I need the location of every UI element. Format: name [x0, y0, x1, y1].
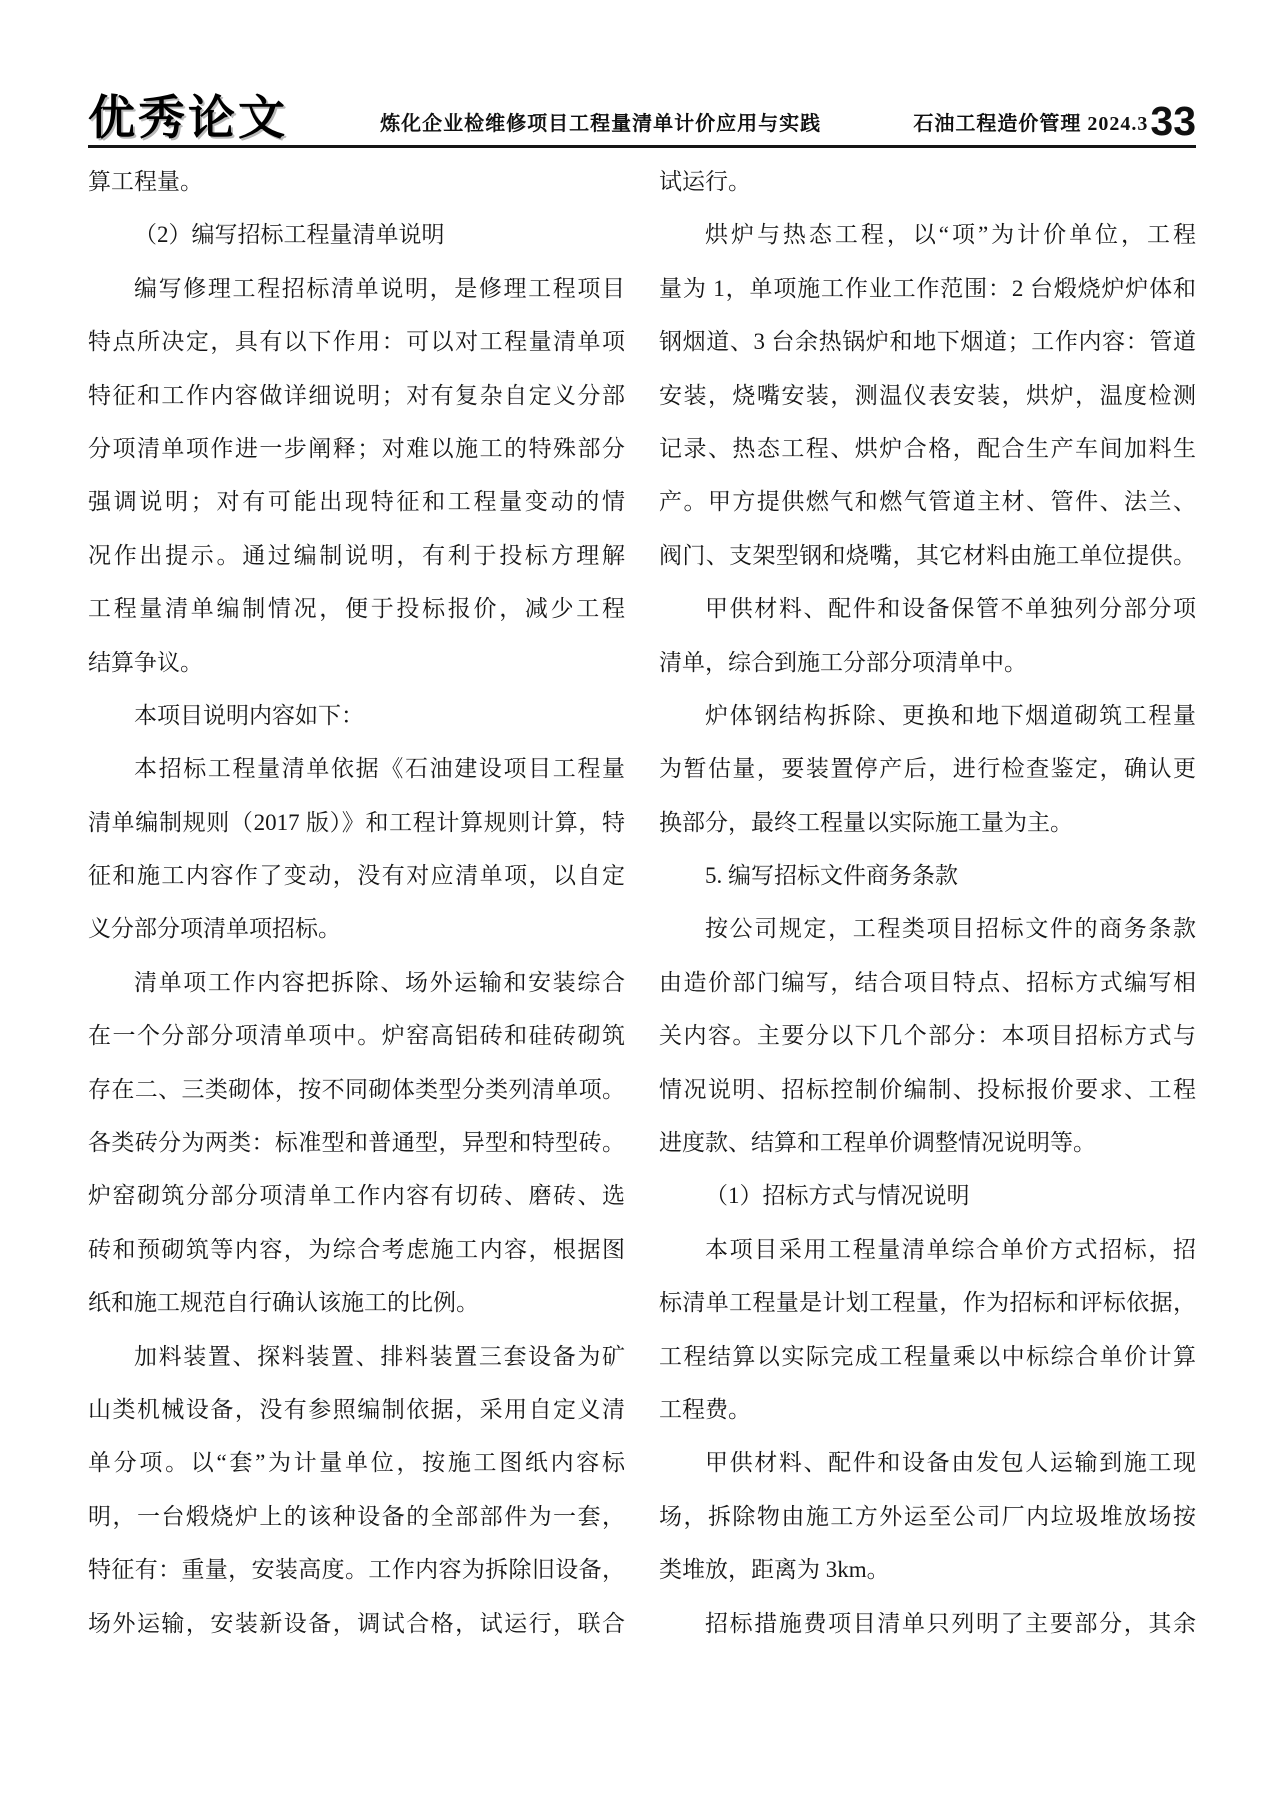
text-line: 强调说明；对有可能出现特征和工程量变动的情 [88, 489, 625, 515]
page-header [88, 93, 1196, 148]
text-line: 记录、热态工程、烘炉合格，配合生产车间加料生 [659, 435, 1196, 461]
right-column [659, 155, 1196, 1650]
text-line: 进度款、结算和工程单价调整情况说明等。 [659, 1130, 1096, 1156]
text-line: 加料装置、探料装置、排料装置三套设备为矿 [134, 1343, 625, 1369]
text-line: 炉窑砌筑分部分项清单工作内容有切砖、磨砖、选 [88, 1183, 625, 1209]
text-line: 按公司规定，工程类项目招标文件的商务条款 [705, 916, 1196, 942]
text-line: 征和施工内容作了变动，没有对应清单项，以自定 [88, 863, 625, 889]
text-line: 分项清单项作进一步阐释；对难以施工的特殊部分 [88, 435, 625, 461]
text-line: 在一个分部分项清单项中。炉窑高铝砖和硅砖砌筑 [88, 1023, 625, 1049]
text-line: 纸和施工规范自行确认该施工的比例。 [88, 1290, 479, 1316]
text-line: 由造价部门编写，结合项目特点、招标方式编写相 [659, 969, 1196, 995]
text-line: 况作出提示。通过编制说明，有利于投标方理解 [88, 542, 625, 568]
text-line: 5. 编写招标文件商务条款 [705, 863, 958, 889]
text-line: 试运行。 [659, 169, 751, 194]
text-line: 明，一台煅烧炉上的该种设备的全部部件为一套， [88, 1503, 625, 1529]
text-line: 特征和工作内容做详细说明；对有复杂自定义分部 [88, 382, 625, 408]
section-label: 优秀论文 [88, 93, 288, 145]
text-line: 类堆放，距离为 3km。 [659, 1557, 890, 1583]
text-line: 山类机械设备，没有参照编制依据，采用自定义清 [88, 1396, 625, 1422]
text-line: 甲供材料、配件和设备由发包人运输到施工现 [705, 1450, 1196, 1476]
text-line: 结算争议。 [88, 649, 203, 675]
text-line: 本项目说明内容如下： [134, 702, 364, 728]
text-line: 清单项工作内容把拆除、场外运输和安装综合 [134, 969, 625, 995]
body-columns [88, 155, 1196, 1650]
text-line: 标清单工程量是计划工程量，作为招标和评标依据， [659, 1290, 1196, 1316]
text-line: 本招标工程量清单依据《石油建设项目工程量 [134, 756, 625, 782]
text-line: （1）招标方式与情况说明 [705, 1183, 970, 1209]
text-line: 产。甲方提供燃气和燃气管道主材、管件、法兰、 [659, 489, 1196, 515]
text-line: 阀门、支架型钢和烧嘴，其它材料由施工单位提供。 [659, 542, 1196, 568]
text-line: 量为 1，单项施工作业工作范围：2 台煅烧炉炉体和 [659, 275, 1196, 301]
text-line: 编写修理工程招标清单说明，是修理工程项目 [134, 275, 625, 301]
text-line: 工程量清单编制情况，便于投标报价，减少工程 [88, 596, 625, 622]
text-line: 单分项。以“套”为计量单位，按施工图纸内容标 [88, 1450, 625, 1476]
text-line: 场外运输，安装新设备，调试合格，试运行，联合 [88, 1610, 625, 1636]
text-line: 本项目采用工程量清单综合单价方式招标，招 [705, 1236, 1196, 1262]
text-line: 换部分，最终工程量以实际施工量为主。 [659, 809, 1073, 835]
text-line: 砖和预砌筑等内容，为综合考虑施工内容，根据图 [88, 1236, 625, 1262]
text-line: 安装，烧嘴安装，测温仪表安装，烘炉，温度检测 [659, 382, 1196, 408]
text-line: 招标措施费项目清单只列明了主要部分，其余 [705, 1610, 1196, 1636]
text-line: 场，拆除物由施工方外运至公司厂内垃圾堆放场按 [659, 1503, 1196, 1529]
text-line: 存在二、三类砌体，按不同砌体类型分类列清单项。 [88, 1076, 625, 1102]
text-line: 算工程量。 [88, 169, 203, 194]
running-paper-title: 炼化企业检维修项目工程量清单计价应用与实践 [380, 113, 822, 135]
text-line: 特征有：重量，安装高度。工作内容为拆除旧设备， [88, 1557, 625, 1583]
left-column [88, 155, 625, 1650]
text-line: 清单编制规则（2017 版）》和工程计算规则计算，特 [88, 809, 625, 835]
journal-name-and-issue: 石油工程造价管理 2024.3 [913, 113, 1149, 135]
text-line: 清单，综合到施工分部分项清单中。 [659, 649, 1027, 675]
text-line: 工程费。 [659, 1396, 751, 1422]
text-line: 义分部分项清单项招标。 [88, 916, 341, 942]
text-line: 各类砖分为两类：标准型和普通型，异型和特型砖。 [88, 1130, 625, 1156]
text-line: 情况说明、招标控制价编制、投标报价要求、工程 [659, 1076, 1196, 1102]
text-line: 钢烟道、3 台余热锅炉和地下烟道；工作内容：管道 [659, 329, 1196, 355]
text-line: 关内容。主要分以下几个部分：本项目招标方式与 [659, 1023, 1196, 1049]
page-number: 33 [1150, 98, 1196, 145]
text-line: 为暂估量，要装置停产后，进行检查鉴定，确认更 [659, 756, 1196, 782]
text-line: 甲供材料、配件和设备保管不单独列分部分项 [705, 596, 1196, 622]
text-line: 特点所决定，具有以下作用：可以对工程量清单项 [88, 329, 625, 355]
text-line: 炉体钢结构拆除、更换和地下烟道砌筑工程量 [705, 702, 1196, 728]
text-line: （2）编写招标工程量清单说明 [134, 222, 445, 248]
text-line: 工程结算以实际完成工程量乘以中标综合单价计算 [659, 1343, 1196, 1369]
journal-info [913, 98, 1196, 145]
text-line: 烘炉与热态工程，以“项”为计价单位，工程 [705, 222, 1196, 248]
